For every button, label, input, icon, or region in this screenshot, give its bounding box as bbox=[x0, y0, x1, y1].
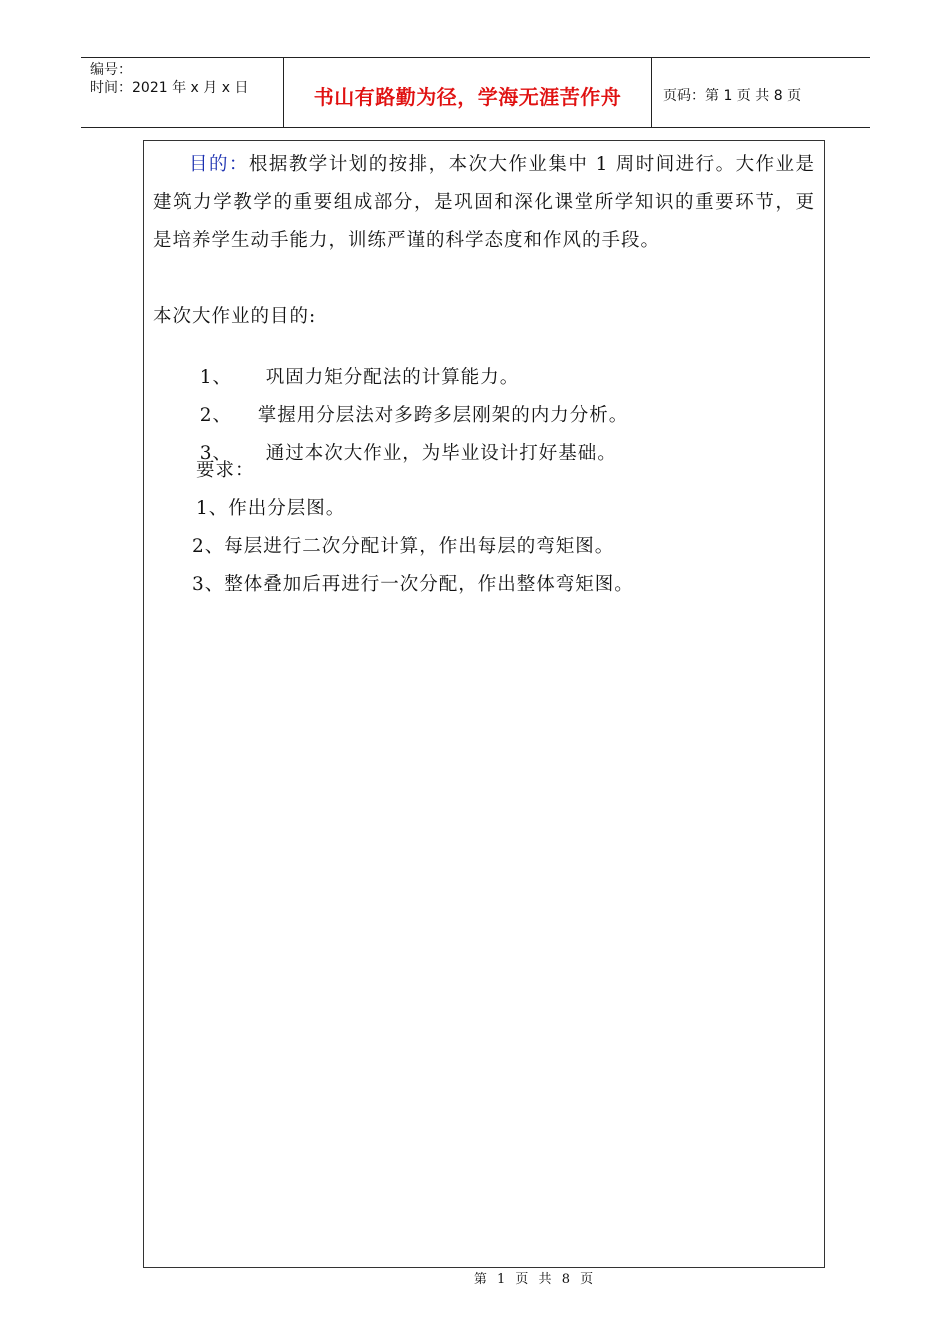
requirement-item: 1、作出分层图。 bbox=[196, 498, 346, 519]
objective-number: 2、 bbox=[199, 405, 233, 426]
objective-text: 掌握用分层法对多跨多层刚架的内力分析。 bbox=[257, 405, 629, 426]
page-footer: 第 1 页 共 8 页 bbox=[473, 1272, 597, 1287]
purpose-paragraph bbox=[153, 146, 815, 260]
objective-text: 通过本次大作业，为毕业设计打好基础。 bbox=[265, 443, 617, 464]
document-id-label: 编号： bbox=[90, 62, 132, 78]
document-date: 时间：2021 年 x 月 x 日 bbox=[90, 80, 249, 96]
objective-number: 1、 bbox=[199, 367, 233, 388]
objectives-title: 本次大作业的目的: bbox=[153, 306, 317, 327]
objective-text: 巩固力矩分配法的计算能力。 bbox=[265, 367, 520, 388]
requirement-item: 3、整体叠加后再进行一次分配，作出整体弯矩图。 bbox=[192, 574, 634, 595]
header-page-info: 页码：第 1 页 共 8 页 bbox=[663, 87, 802, 104]
requirement-item: 2、每层进行二次分配计算，作出每层的弯矩图。 bbox=[192, 536, 615, 557]
header-motto: 书山有路勤为径，学海无涯苦作舟 bbox=[284, 58, 652, 127]
page-header bbox=[81, 57, 870, 128]
purpose-text: 根据教学计划的按排，本次大作业集中 1 周时间进行。大作业是建筑力学教学的重要组成部分，是巩固和深化课堂所学知识的重要环节，更是培养学生动手能力，训练严谨的科学态度和作风的手段。 bbox=[153, 154, 815, 251]
requirements-title: 要求： bbox=[196, 460, 255, 481]
objective-number: 3、 bbox=[199, 443, 233, 464]
header-meta bbox=[81, 58, 284, 127]
purpose-lead: 目的： bbox=[189, 154, 249, 175]
